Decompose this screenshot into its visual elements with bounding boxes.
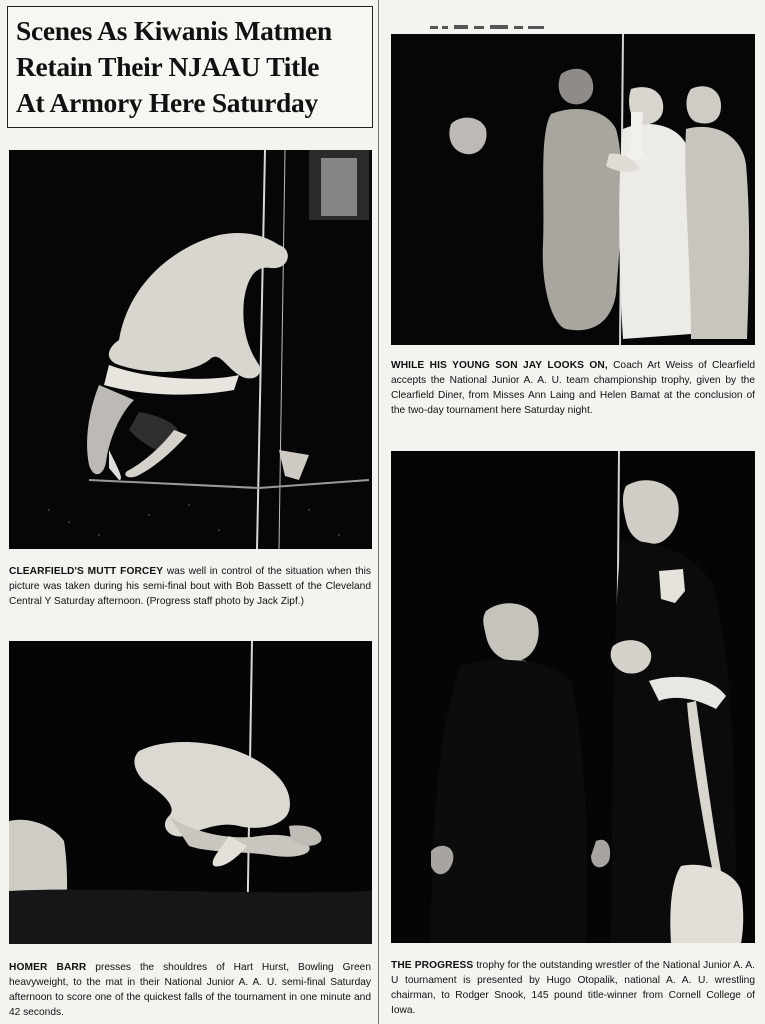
- photo-progress-trophy: [391, 451, 755, 943]
- caption-mutt-forcey: [9, 564, 371, 609]
- caption-lead: HOMER BARR: [9, 962, 87, 973]
- headline-box: [7, 6, 373, 128]
- caption-lead: WHILE HIS YOUNG SON JAY LOOKS ON,: [391, 360, 608, 371]
- headline-line-1: Scenes As Kiwanis Matmen: [16, 15, 332, 46]
- caption-coach-weiss: [391, 358, 755, 418]
- headline-line-2: Retain Their NJAAU Title: [16, 51, 320, 82]
- caption-lead: THE PROGRESS: [391, 960, 474, 971]
- caption-homer-barr: [9, 960, 371, 1020]
- headline: [16, 13, 368, 121]
- caption-lead: CLEARFIELD'S MUTT FORCEY: [9, 566, 164, 577]
- headline-line-3: At Armory Here Saturday: [16, 87, 318, 118]
- caption-progress-trophy: [391, 958, 755, 1018]
- caption-body: was well in control of the situation when this picture was taken during his semi-final bout with Bob Bassett of the Cleveland Central Y Saturday afternoon. (Progress staff photo by Jack Zipf.): [9, 566, 371, 607]
- caption-body: presses the shouldres of Hart Hurst, Bowling Green heavyweight, to the mat in their National Junior A. A. U. semi-final Saturday afternoon to score one of the quickest falls of the tournament in one minute and 42 seconds.: [9, 962, 371, 1018]
- clipped-text-fragment: [430, 22, 550, 32]
- caption-body: trophy for the outstanding wrestler of the National Junior A. A. U tournament is presented by Hugo Otopalik, national A. A. U. wrestling chairman, to Rodger Snook, 145 pound title-winner from Cornell College of Iowa.: [391, 960, 755, 1016]
- photo-homer-barr: [9, 641, 372, 944]
- photo-coach-weiss: [391, 34, 755, 345]
- photo-mutt-forcey: [9, 150, 372, 549]
- column-rule: [378, 0, 379, 1024]
- caption-body: Coach Art Weiss of Clearfield accepts the National Junior A. A. U. team championship trophy, given by the Clearfield Diner, from Misses Ann Laing and Helen Bamat at the conclusion of the two-day tournament here Saturday night.: [391, 360, 755, 416]
